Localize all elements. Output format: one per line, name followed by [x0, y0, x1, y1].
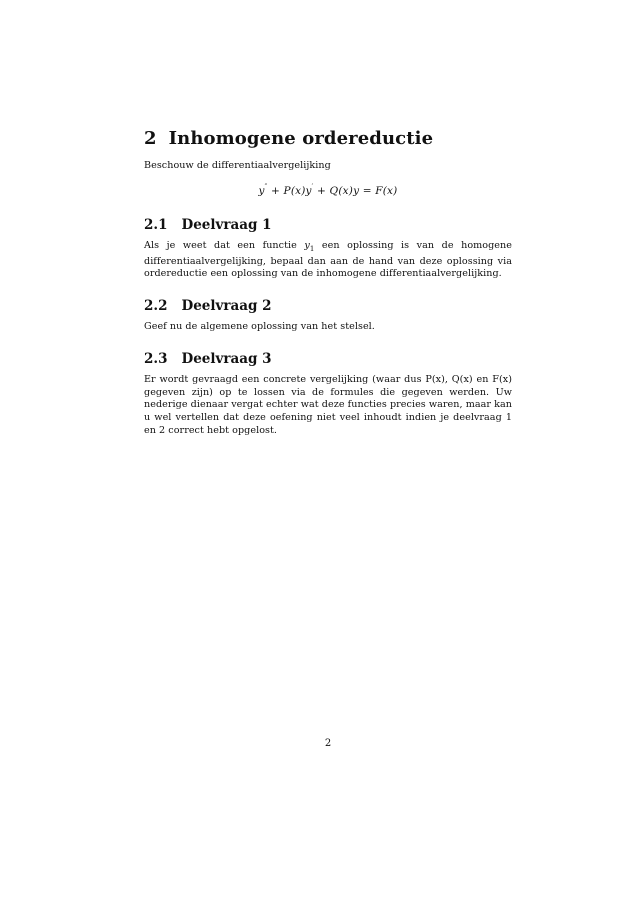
subsection-number: 2.1: [144, 216, 168, 233]
subsection-text-1: [144, 240, 512, 281]
equation-term-p: + P(x)y: [267, 184, 312, 197]
section-title: Inhomogene ordereductie: [168, 128, 434, 149]
subsection-number: 2.3: [144, 350, 168, 367]
equation-prime: ′: [311, 182, 314, 191]
math-y1: [304, 240, 314, 251]
subsection-text-3: Er wordt gevraagd een concrete vergelijking (waar dus P(x), Q(x) en F(x) gegeven zijn) op te lossen via de formules die gegeven werden. Uw nederige dienaar vergat echter wat deze functies precies waren, maar kan u wel vertellen dat deze oefening niet veel inhoudt indien je deelvraag 1 en 2 correct hebt opgelost.: [144, 373, 512, 437]
text-fragment: een oplossing is van de homogene differentiaalvergelijking, bepaal dan aan de hand van deze oplossing via ordereductie een oplossing van de inhomogene differentiaalvergelijking.: [144, 239, 512, 280]
equation-term-q-f: + Q(x)y = F(x): [313, 184, 398, 197]
subsection-title: Deelvraag 1: [181, 216, 272, 233]
subsection-title: Deelvraag 3: [181, 350, 272, 367]
equation-double-prime: ″: [264, 182, 268, 191]
text-fragment: Als je weet dat een functie: [144, 239, 305, 251]
page-content: [144, 128, 512, 438]
subsection-number: 2.2: [144, 298, 168, 315]
subsection-title: Deelvraag 2: [181, 298, 272, 315]
math-variable: y: [304, 239, 310, 251]
subsection-text-2: Geef nu de algemene oplossing van het stelsel.: [144, 321, 375, 333]
equation-term-y: y: [258, 184, 265, 197]
subsection-heading-1: [144, 216, 512, 234]
page-number: 2: [324, 738, 332, 749]
math-subscript: 1: [309, 244, 315, 253]
subsection-heading-2: [144, 297, 512, 315]
section-number: 2: [144, 128, 157, 149]
differential-equation: [144, 183, 512, 200]
subsection-heading-3: [144, 350, 512, 368]
section-heading: [144, 128, 512, 150]
section-intro: Beschouw de differentiaalvergelijking: [144, 160, 331, 171]
